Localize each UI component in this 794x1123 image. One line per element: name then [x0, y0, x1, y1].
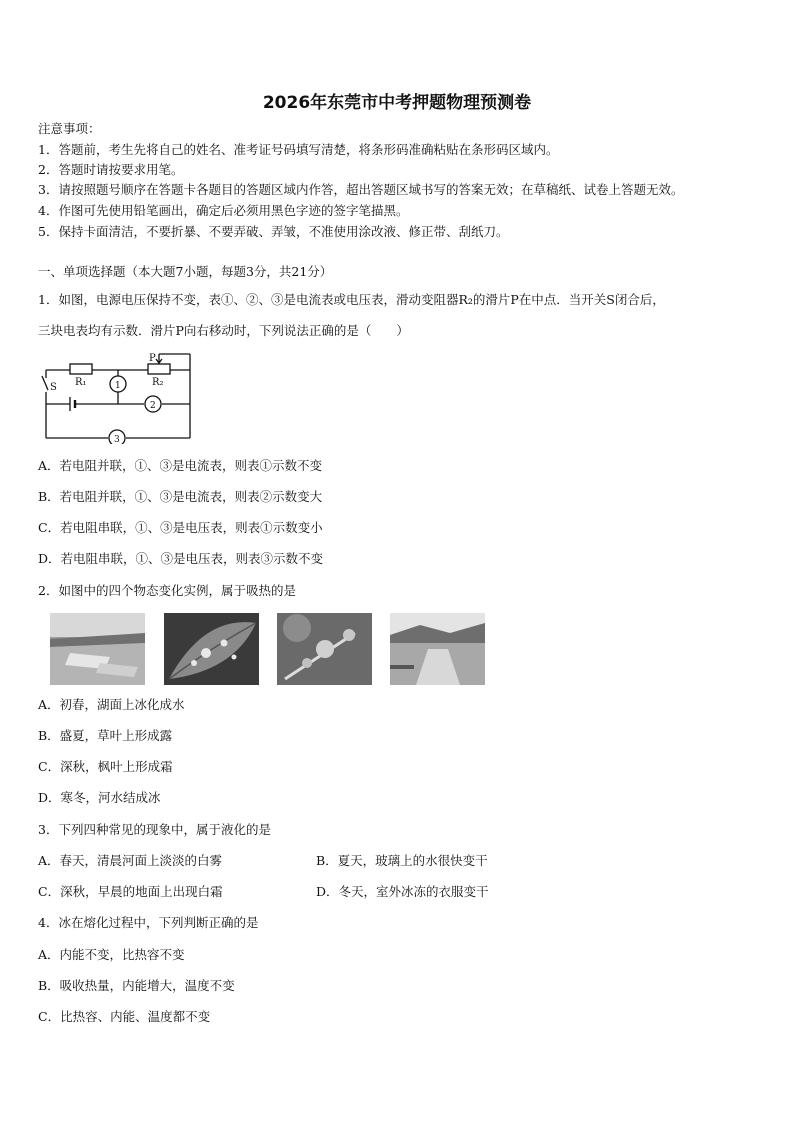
q2-option-c: C．深秋，枫叶上形成霜 — [38, 759, 173, 774]
q2-option-d: D．寒冬，河水结成冰 — [38, 790, 161, 805]
notes-heading: 注意事项： — [38, 121, 101, 136]
note-item: 5．保持卡面清洁，不要折暴、不要弄破、弄皱，不准使用涂改液、修正带、刮纸刀。 — [38, 224, 509, 239]
note-item: 2．答题时请按要求用笔。 — [38, 162, 184, 177]
question-2-stem: 2．如图中的四个物态变化实例，属于吸热的是 — [38, 583, 296, 598]
note-item: 1．答题前，考生先将自己的姓名、准考证号码填写清楚，将条形码准确粘贴在条形码区域内。 — [38, 142, 559, 157]
section-heading: 一、单项选择题（本大题7小题，每题3分，共21分） — [38, 264, 333, 279]
question-1-stem-continued: 三块电表均有示数．滑片P向右移动时，下列说法正确的是（ ） — [38, 323, 409, 338]
r1-label: R₁ — [75, 377, 87, 388]
note-item: 4．作图可先使用铅笔画出，确定后必须用黑色字迹的签字笔描黑。 — [38, 203, 409, 218]
q4-option-b: B．吸收热量，内能增大，温度不变 — [38, 978, 235, 993]
q2-option-b: B．盛夏，草叶上形成露 — [38, 728, 173, 743]
q4-option-a: A．内能不变，比热容不变 — [38, 947, 185, 962]
q3-option-b: B．夏天，玻璃上的水很快变干 — [316, 853, 488, 868]
meter-1-label: 1 — [115, 381, 121, 391]
photo-melting-ice — [50, 613, 145, 685]
switch-label: S — [50, 382, 57, 393]
q1-option-b: B．若电阻并联，①、③是电流表，则表②示数变大 — [38, 489, 323, 504]
q3-option-c: C．深秋，早晨的地面上出现白霜 — [38, 884, 223, 899]
photo-frozen-river — [390, 613, 485, 685]
r2-label: R₂ — [152, 377, 164, 388]
question-1-stem: 1．如图，电源电压保持不变，表①、②、③是电流表或电压表，滑动变阻器R₂的滑片P在中点．当开关S闭合后， — [38, 292, 665, 307]
q3-option-d: D．冬天，室外冰冻的衣服变干 — [316, 884, 489, 899]
q1-option-c: C．若电阻串联，①、③是电压表，则表①示数变小 — [38, 520, 323, 535]
meter-2-label: 2 — [150, 401, 156, 411]
photo-dew-on-leaf — [164, 613, 259, 685]
meter-3-label: 3 — [114, 435, 120, 444]
photo-frost-on-leaf — [277, 613, 372, 685]
question-4-stem: 4．冰在熔化过程中，下列判断正确的是 — [38, 915, 259, 930]
slider-label: P — [149, 353, 156, 364]
question-3-stem: 3．下列四种常见的现象中，属于液化的是 — [38, 822, 271, 837]
circuit-diagram — [38, 352, 198, 444]
q3-option-a: A．春天，清晨河面上淡淡的白雾 — [38, 853, 223, 868]
q1-option-d: D．若电阻串联，①、③是电压表，则表③示数不变 — [38, 551, 324, 566]
q1-option-a: A．若电阻并联，①、③是电流表，则表①示数不变 — [38, 458, 323, 473]
page-title: 2026年东莞市中考押题物理预测卷 — [262, 93, 532, 113]
q2-option-a: A．初春，湖面上冰化成水 — [38, 697, 185, 712]
note-item: 3．请按照题号顺序在答题卡各题目的答题区域内作答，超出答题区域书写的答案无效；在草稿纸、试卷上答题无效。 — [38, 182, 684, 197]
q4-option-c: C．比热容、内能、温度都不变 — [38, 1009, 211, 1024]
